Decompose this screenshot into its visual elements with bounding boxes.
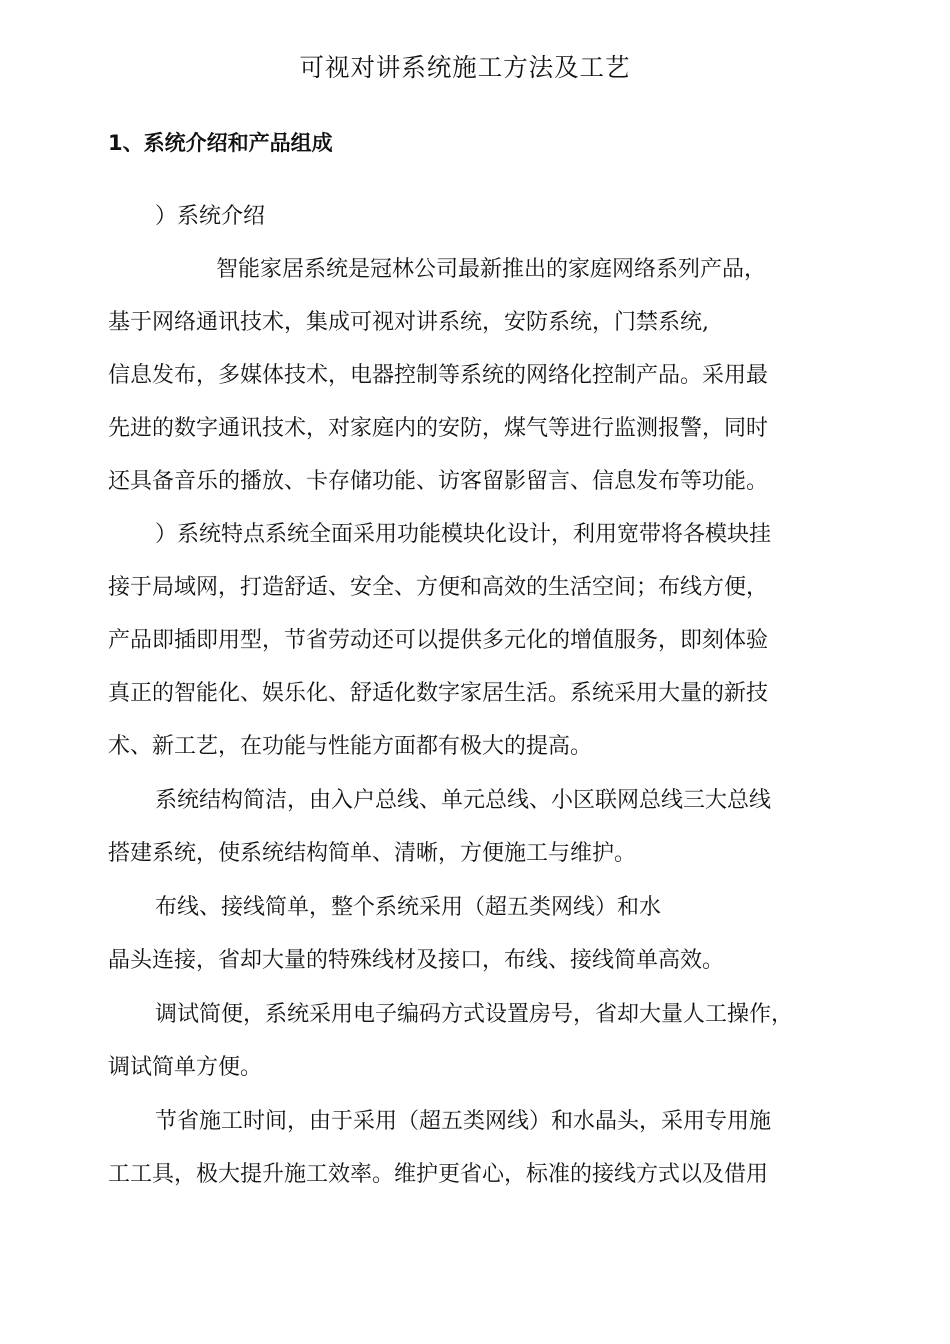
paragraph-line: 节省施工时间，由于采用（超五类网线）和水晶头，采用专用施 [155,1109,772,1134]
paragraph-line: 调试简单方便。 [108,1055,263,1080]
paragraph-line: 系统结构简洁，由入户总线、单元总线、小区联网总线三大总线 [155,788,772,813]
paragraph-line: 先进的数字通讯技术，对家庭内的安防，煤气等进行监测报警，同时 [108,416,769,441]
document-title: 可视对讲系统施工方法及工艺 [299,53,631,82]
paragraph-line: 接于局域网，打造舒适、安全、方便和高效的生活空间；布线方便， [108,575,769,600]
paragraph-line: 搭建系统，使系统结构简单、清晰，方便施工与维护。 [108,841,637,866]
paragraph-line: 晶头连接，省却大量的特殊线材及接口，布线、接线简单高效。 [108,948,725,973]
paragraph-line: 布线、接线简单，整个系统采用（超五类网线）和水 [155,895,662,920]
paragraph-line: 产品即插即用型，节省劳动还可以提供多元化的增值服务，即刻体验 [108,628,769,653]
subsection-heading-intro: ）系统介绍 [155,204,266,229]
paragraph-line: 信息发布，多媒体技术，电器控制等系统的网络化控制产品。采用最 [108,363,769,388]
paragraph-line: 工工具，极大提升施工效率。维护更省心，标准的接线方式以及借用 [108,1162,769,1187]
paragraph-line: 智能家居系统是冠林公司最新推出的家庭网络系列产品， [216,257,767,282]
paragraph-line: 术、新工艺，在功能与性能方面都有极大的提高。 [108,734,593,759]
section-heading: 1、系统介绍和产品组成 [108,131,333,155]
paragraph-line: 真正的智能化、娱乐化、舒适化数字家居生活。系统采用大量的新技 [108,681,769,706]
paragraph-line: 基于网络通讯技术，集成可视对讲系统，安防系统，门禁系统, [108,310,709,335]
paragraph-line: 还具备音乐的播放、卡存储功能、访客留影留言、信息发布等功能。 [108,469,769,494]
paragraph-line: ）系统特点系统全面采用功能模块化设计，利用宽带将各模块挂 [155,522,772,547]
paragraph-line: 调试简便，系统采用电子编码方式设置房号，省却大量人工操作， [155,1002,794,1027]
